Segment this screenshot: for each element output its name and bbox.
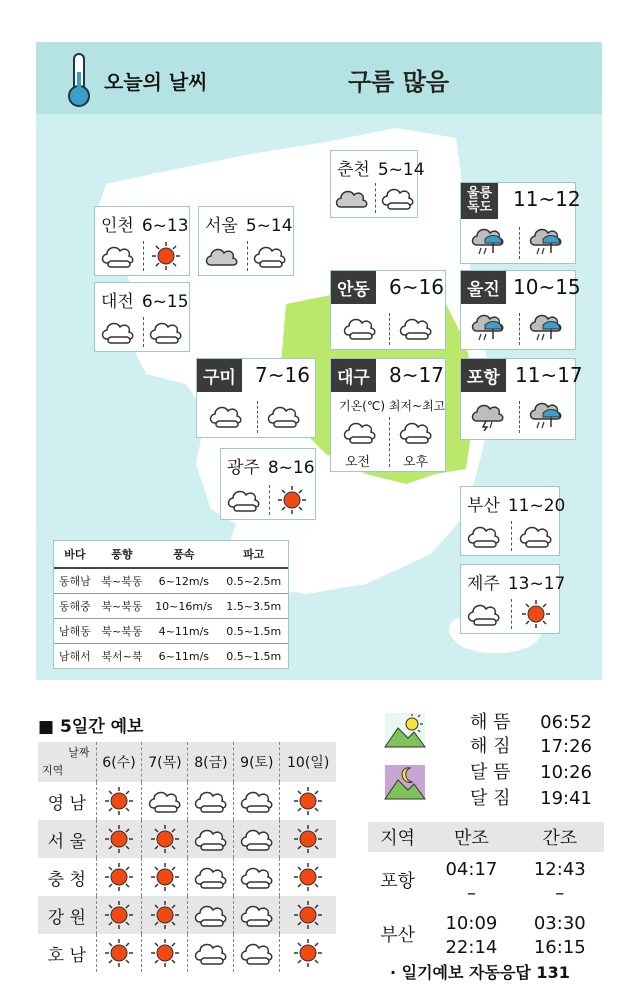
region-label: 호 남 <box>47 945 86 966</box>
sun-icon <box>148 938 182 968</box>
cloud-icon <box>194 938 228 968</box>
tide-header: 간조 <box>516 822 604 852</box>
city-temp: 8~17 <box>389 363 444 387</box>
rain-icon <box>529 227 563 257</box>
city-card-seoul <box>198 206 294 276</box>
city-card-ulleung <box>460 182 581 264</box>
city-card-jeju <box>460 564 566 634</box>
region-label: 강 원 <box>38 896 96 934</box>
sun-icon <box>102 786 136 816</box>
day-header: 10(일) <box>280 742 336 782</box>
sea-condition-table <box>53 540 289 669</box>
city-name: 인천 <box>101 216 134 236</box>
city-temp: 11~20 <box>507 496 566 516</box>
city-card-incheon <box>94 206 190 276</box>
sea-header: 파고 <box>220 541 289 568</box>
footer-note: · 일기예보 자동응답 131 <box>390 963 570 982</box>
city-name: 서울 <box>205 216 238 236</box>
cloud-icon <box>399 313 433 343</box>
cloud-icon <box>399 417 433 447</box>
city-card-gwangju <box>220 448 316 520</box>
sun-icon <box>102 862 136 892</box>
cloud-icon <box>467 599 501 629</box>
cloud-icon <box>148 786 182 816</box>
cloud-icon <box>240 786 274 816</box>
city-name: 울릉 독도 <box>461 183 498 219</box>
sunset-row: 해 짐 17:26 <box>470 736 592 757</box>
cloud-icon <box>101 317 135 347</box>
sun-icon <box>291 900 325 930</box>
cloud-icon <box>240 900 274 930</box>
cloud-gray-icon <box>205 241 239 271</box>
cloud-gray-icon <box>335 183 369 213</box>
city-card-daegu <box>330 358 446 472</box>
city-temp: 11~17 <box>515 363 583 387</box>
cloud-icon <box>519 521 553 551</box>
city-card-andong <box>330 270 446 350</box>
cloud-icon <box>149 317 183 347</box>
sea-header: 풍향 <box>96 541 148 568</box>
city-temp: 10~15 <box>513 275 581 299</box>
pm-label: 오후 <box>403 455 429 470</box>
rain-icon <box>471 313 505 343</box>
sun-icon <box>102 938 136 968</box>
cloud-icon <box>240 862 274 892</box>
city-temp: 5~14 <box>377 160 425 180</box>
city-card-uljin <box>460 270 581 350</box>
region-label: 충 청 <box>47 869 86 890</box>
table-row: 남해서 북서~북 6~11m/s 0.5~1.5m <box>58 649 282 663</box>
city-name: 포항 <box>461 359 506 392</box>
sun-icon <box>102 824 136 854</box>
city-name: 제주 <box>467 574 500 594</box>
cloud-icon <box>240 938 274 968</box>
city-name: 구미 <box>197 359 242 392</box>
temp-legend: 기온(℃) 최저~최고 <box>339 399 446 413</box>
sun-icon <box>291 824 325 854</box>
cloud-icon <box>227 485 261 515</box>
sun-icon <box>148 824 182 854</box>
sun-icon <box>291 938 325 968</box>
moonrise-row: 달 뜸 10:26 <box>470 762 592 783</box>
day-header: 9(토) <box>234 742 280 782</box>
region-label: 서 울 <box>38 820 96 858</box>
table-row: 동해남 북~북동 6~12m/s 0.5~2.5m <box>54 568 288 594</box>
table-row: 남해동 북~북동 4~11m/s 0.5~1.5m <box>54 619 288 644</box>
sun-icon <box>148 862 182 892</box>
city-name: 안동 <box>331 271 376 304</box>
forecast-title: ■ 5일간 예보 <box>38 717 144 737</box>
cloud-icon <box>267 401 301 431</box>
tide-table <box>368 822 604 960</box>
moon-mountain-icon <box>384 764 426 800</box>
moonset-row: 달 짐 19:41 <box>470 788 592 809</box>
cloud-icon <box>381 183 415 213</box>
city-temp: 11~12 <box>513 187 581 211</box>
city-temp: 5~14 <box>245 216 293 236</box>
city-temp: 6~16 <box>389 275 444 299</box>
cloud-icon <box>194 862 228 892</box>
sunrise-mountain-icon <box>384 712 426 748</box>
corner-cell: 날짜 지역 <box>38 742 96 782</box>
city-temp: 13~17 <box>507 574 566 594</box>
am-label: 오전 <box>345 455 371 470</box>
rain-icon <box>471 227 505 257</box>
day-header: 7(목) <box>142 742 188 782</box>
sun-icon <box>102 900 136 930</box>
sun-icon <box>291 786 325 816</box>
tide-header: 만조 <box>427 822 515 852</box>
region-label: 영 남 <box>47 793 86 814</box>
cloud-icon <box>194 900 228 930</box>
cloud-icon <box>101 241 135 271</box>
thermometer-icon <box>64 52 94 108</box>
sun-icon <box>149 241 183 271</box>
app-title: 오늘의 날씨 <box>104 70 208 94</box>
sun-icon <box>275 485 309 515</box>
sunrise-row: 해 뜸 06:52 <box>470 712 592 733</box>
city-card-chuncheon <box>330 150 425 218</box>
sea-header: 풍속 <box>148 541 219 568</box>
city-card-busan <box>460 486 566 556</box>
cloud-icon <box>209 401 243 431</box>
thunder-icon <box>471 401 505 431</box>
rain-icon <box>529 401 563 431</box>
city-card-daejeon <box>94 282 190 352</box>
city-temp: 6~15 <box>141 292 189 312</box>
day-header: 8(금) <box>188 742 234 782</box>
rain-icon <box>529 313 563 343</box>
sea-header: 바다 <box>54 541 96 568</box>
cloud-icon <box>194 786 228 816</box>
city-name: 춘천 <box>337 160 370 180</box>
table-row <box>38 820 336 858</box>
sun-icon <box>291 862 325 892</box>
table-row <box>38 896 336 934</box>
city-name: 광주 <box>227 458 260 478</box>
table-row: 포항 04:17 – 12:43 – <box>380 859 586 904</box>
table-row: 부산 10:09 22:14 03:30 16:15 <box>380 913 586 958</box>
table-row <box>38 934 336 972</box>
city-name: 대전 <box>101 292 134 312</box>
city-card-gumi <box>196 358 316 438</box>
city-name: 대구 <box>331 359 376 392</box>
city-name: 부산 <box>467 496 500 516</box>
cloud-icon <box>343 417 377 447</box>
tide-header: 지역 <box>368 822 427 852</box>
city-name: 울진 <box>461 271 506 304</box>
city-temp: 8~16 <box>267 458 315 478</box>
sun-icon <box>519 599 553 629</box>
map-panel <box>36 42 602 680</box>
cloud-icon <box>343 313 377 343</box>
weather-summary: 구름 많음 <box>348 68 450 96</box>
sun-icon <box>148 900 182 930</box>
table-row <box>38 858 336 896</box>
table-row <box>38 782 336 820</box>
table-row: 동해중 북~북동 10~16m/s 1.5~3.5m <box>54 594 288 619</box>
cloud-icon <box>194 824 228 854</box>
forecast-table <box>38 742 336 972</box>
cloud-icon <box>253 241 287 271</box>
day-header: 6(수) <box>96 742 142 782</box>
city-temp: 7~16 <box>255 363 310 387</box>
cloud-icon <box>240 824 274 854</box>
cloud-icon <box>467 521 501 551</box>
city-card-pohang <box>460 358 583 440</box>
city-temp: 6~13 <box>141 216 189 236</box>
